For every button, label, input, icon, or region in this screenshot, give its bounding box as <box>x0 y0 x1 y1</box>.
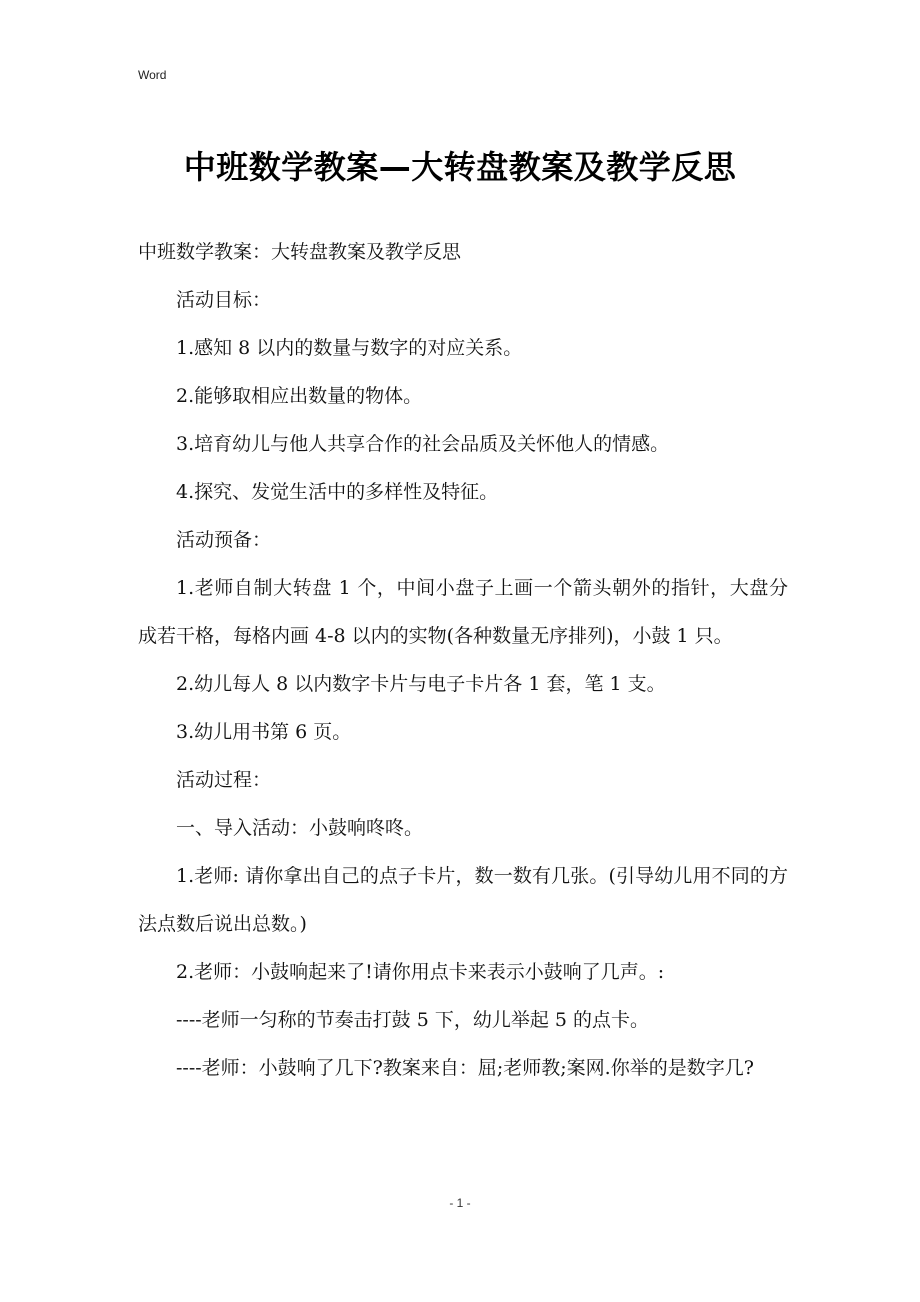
paragraph: 3.幼儿用书第 6 页。 <box>176 721 352 743</box>
paragraph: 1.感知 8 以内的数量与数字的对应关系。 <box>176 337 523 359</box>
page-number: - 1 - <box>449 1196 471 1210</box>
paragraph: 活动过程： <box>176 769 272 791</box>
paragraph: 1.老师: 请你拿出自己的点子卡片，数一数有几张。(引导幼儿用不同的方法点数后说出总数。) <box>138 865 788 935</box>
header-label: Word <box>138 68 167 82</box>
paragraph: 活动预备： <box>176 529 272 551</box>
paragraph: 中班数学教案：大转盘教案及教学反思 <box>138 241 462 263</box>
paragraph: 2.能够取相应出数量的物体。 <box>176 385 423 407</box>
document-body <box>138 228 788 1092</box>
paragraph: 3.培育幼儿与他人共享合作的社会品质及关怀他人的情感。 <box>176 433 670 455</box>
paragraph: 2.老师：小鼓响起来了!请你用点卡来表示小鼓响了几声。: <box>176 961 665 983</box>
paragraph: 1.老师自制大转盘 1 个，中间小盘子上画一个箭头朝外的指针，大盘分成若干格，每格内画 4-8 以内的实物(各种数量无序排列)，小鼓 1 只。 <box>138 577 788 647</box>
paragraph: 2.幼儿每人 8 以内数字卡片与电子卡片各 1 套，笔 1 支。 <box>176 673 666 695</box>
paragraph: 一、导入活动：小鼓响咚咚。 <box>176 817 424 839</box>
paragraph: 4.探究、发觉生活中的多样性及特征。 <box>176 481 499 503</box>
document-title: 中班数学教案—大转盘教案及教学反思 <box>183 148 737 186</box>
paragraph: ----老师：小鼓响了几下?教案来自：屈;老师教;案网.你举的是数字几? <box>176 1057 754 1079</box>
paragraph: ----老师一匀称的节奏击打鼓 5 下，幼儿举起 5 的点卡。 <box>176 1009 650 1031</box>
paragraph: 活动目标： <box>176 289 272 311</box>
